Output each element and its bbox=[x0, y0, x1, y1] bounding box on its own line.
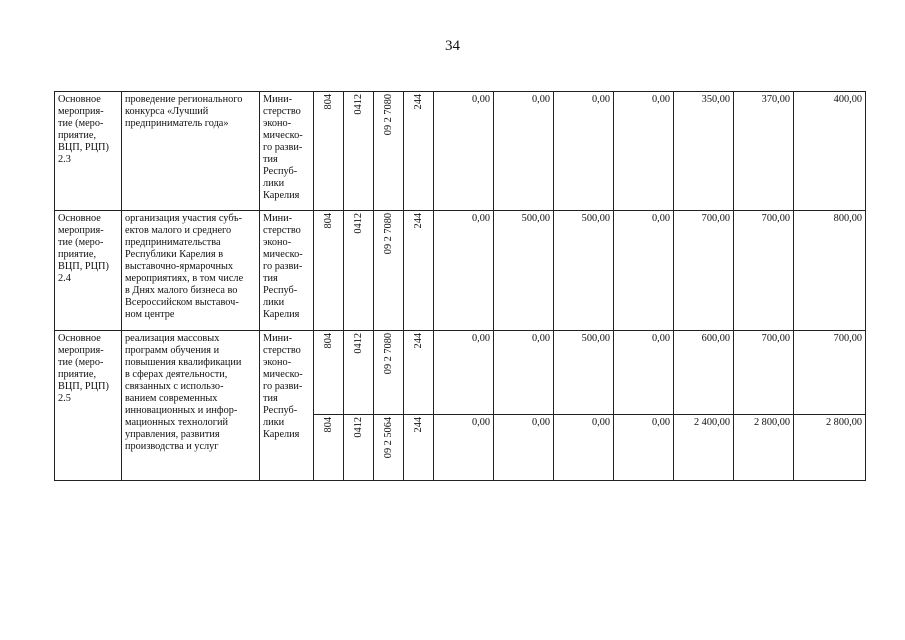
grbs-code: 804 bbox=[322, 94, 334, 110]
activity-description bbox=[122, 331, 260, 481]
amount-cell: 500,00 bbox=[494, 211, 554, 331]
activity-description-line: ном центре bbox=[125, 309, 175, 320]
responsible-ministry-line: стерство bbox=[263, 106, 301, 117]
amount-cell: 0,00 bbox=[614, 331, 674, 415]
responsible-ministry-line: стерство bbox=[263, 225, 301, 236]
activity-type-line: тие (меро- bbox=[58, 237, 104, 248]
responsible-ministry-line: Карелия bbox=[263, 429, 300, 440]
activity-description-line: конкурса «Лучший bbox=[125, 106, 209, 117]
responsible-ministry-line: мическо- bbox=[263, 369, 303, 380]
vr-code-cell bbox=[404, 331, 434, 415]
amount-cell: 0,00 bbox=[494, 415, 554, 481]
activity-description bbox=[122, 211, 260, 331]
activity-description-line: ектов малого и среднего bbox=[125, 225, 232, 236]
csr-code-cell bbox=[374, 92, 404, 211]
activity-description bbox=[122, 92, 260, 211]
page-number: 34 bbox=[445, 38, 460, 54]
vr-code: 244 bbox=[412, 94, 424, 110]
activity-type-line: тие (меро- bbox=[58, 118, 104, 129]
amount-cell: 400,00 bbox=[794, 92, 866, 211]
amount-cell: 700,00 bbox=[734, 331, 794, 415]
csr-code: 09 2 7080 bbox=[382, 213, 394, 255]
rzpr-code: 0412 bbox=[352, 333, 364, 354]
amount-cell: 370,00 bbox=[734, 92, 794, 211]
activity-description-line: управления, развития bbox=[125, 429, 220, 440]
amount-cell: 500,00 bbox=[554, 211, 614, 331]
grbs-code-cell bbox=[314, 331, 344, 415]
grbs-code-cell bbox=[314, 211, 344, 331]
responsible-ministry-line: лики bbox=[263, 178, 285, 189]
activity-description-line: Всероссийском выставоч- bbox=[125, 297, 239, 308]
responsible-ministry-line: лики bbox=[263, 297, 285, 308]
csr-code: 09 2 7080 bbox=[382, 94, 394, 136]
responsible-ministry-line: Мини- bbox=[263, 333, 293, 344]
amount-cell: 2 800,00 bbox=[734, 415, 794, 481]
vr-code-cell bbox=[404, 415, 434, 481]
responsible-ministry bbox=[260, 92, 314, 211]
responsible-ministry-line: Респуб- bbox=[263, 285, 298, 296]
csr-code-cell bbox=[374, 331, 404, 415]
amount-cell: 800,00 bbox=[794, 211, 866, 331]
activity-description-line: производства и услуг bbox=[125, 441, 219, 452]
responsible-ministry-line: Мини- bbox=[263, 94, 293, 105]
rzpr-code: 0412 bbox=[352, 213, 364, 234]
amount-cell: 0,00 bbox=[434, 331, 494, 415]
rzpr-code-cell bbox=[344, 92, 374, 211]
activity-description-line: предпринимательства bbox=[125, 237, 221, 248]
activity-description-line: предприниматель года» bbox=[125, 118, 229, 129]
table-row bbox=[55, 211, 866, 331]
grbs-code: 804 bbox=[322, 213, 334, 229]
activity-type-line: Основное bbox=[58, 213, 101, 224]
amount-cell: 0,00 bbox=[614, 211, 674, 331]
amount-cell: 600,00 bbox=[674, 331, 734, 415]
activity-type-line: 2.5 bbox=[58, 393, 71, 404]
activity-type-line: Основное bbox=[58, 333, 101, 344]
rzpr-code-cell bbox=[344, 331, 374, 415]
activity-description-line: Республики Карелия в bbox=[125, 249, 224, 260]
amount-cell: 2 800,00 bbox=[794, 415, 866, 481]
activity-type-line: Основное bbox=[58, 94, 101, 105]
responsible-ministry-line: Карелия bbox=[263, 309, 300, 320]
activity-description-line: повышения квалификации bbox=[125, 357, 242, 368]
csr-code: 09 2 5064 bbox=[382, 417, 394, 459]
amount-cell: 700,00 bbox=[794, 331, 866, 415]
activity-type-line: приятие, bbox=[58, 249, 97, 260]
activity-description-line: программ обучения и bbox=[125, 345, 220, 356]
rzpr-code: 0412 bbox=[352, 94, 364, 115]
amount-cell: 350,00 bbox=[674, 92, 734, 211]
activity-type-line: тие (меро- bbox=[58, 357, 104, 368]
amount-cell: 0,00 bbox=[434, 211, 494, 331]
responsible-ministry-line: Респуб- bbox=[263, 166, 298, 177]
amount-cell: 2 400,00 bbox=[674, 415, 734, 481]
grbs-code: 804 bbox=[322, 333, 334, 349]
responsible-ministry-line: тия bbox=[263, 393, 278, 404]
activity-type-line: приятие, bbox=[58, 130, 97, 141]
activity-description-line: в Днях малого бизнеса во bbox=[125, 285, 238, 296]
responsible-ministry-line: эконо- bbox=[263, 118, 292, 129]
responsible-ministry-line: тия bbox=[263, 273, 278, 284]
amount-cell: 0,00 bbox=[494, 92, 554, 211]
table-row bbox=[55, 92, 866, 211]
budget-table bbox=[54, 91, 866, 481]
amount-cell: 0,00 bbox=[434, 92, 494, 211]
activity-type-line: приятие, bbox=[58, 369, 97, 380]
amount-cell: 700,00 bbox=[734, 211, 794, 331]
activity-description-line: выставочно-ярмарочных bbox=[125, 261, 234, 272]
activity-type-line: ВЦП, РЦП) bbox=[58, 261, 109, 272]
csr-code-cell bbox=[374, 415, 404, 481]
activity-type-line: мероприя- bbox=[58, 345, 104, 356]
table-row bbox=[55, 331, 866, 415]
vr-code-cell bbox=[404, 211, 434, 331]
rzpr-code: 0412 bbox=[352, 417, 364, 438]
activity-type-line: мероприя- bbox=[58, 225, 104, 236]
vr-code: 244 bbox=[412, 213, 424, 229]
responsible-ministry-line: лики bbox=[263, 417, 285, 428]
responsible-ministry-line: го разви- bbox=[263, 381, 303, 392]
activity-description-line: инновационных и инфор- bbox=[125, 405, 238, 416]
activity-type-line: 2.4 bbox=[58, 273, 71, 284]
amount-cell: 0,00 bbox=[614, 92, 674, 211]
responsible-ministry bbox=[260, 331, 314, 481]
activity-description-line: проведение регионального bbox=[125, 94, 243, 105]
amount-cell: 500,00 bbox=[554, 331, 614, 415]
responsible-ministry-line: Карелия bbox=[263, 190, 300, 201]
responsible-ministry-line: мическо- bbox=[263, 130, 303, 141]
rzpr-code-cell bbox=[344, 415, 374, 481]
activity-description-line: организация участия субъ- bbox=[125, 213, 243, 224]
activity-type bbox=[55, 211, 122, 331]
responsible-ministry-line: го разви- bbox=[263, 261, 303, 272]
responsible-ministry-line: мическо- bbox=[263, 249, 303, 260]
csr-code: 09 2 7080 bbox=[382, 333, 394, 375]
amount-cell: 0,00 bbox=[614, 415, 674, 481]
grbs-code-cell bbox=[314, 415, 344, 481]
responsible-ministry-line: эконо- bbox=[263, 357, 292, 368]
activity-description-line: в сферах деятельности, bbox=[125, 369, 228, 380]
responsible-ministry-line: тия bbox=[263, 154, 278, 165]
activity-type-line: мероприя- bbox=[58, 106, 104, 117]
amount-cell: 0,00 bbox=[554, 92, 614, 211]
activity-description-line: ванием современных bbox=[125, 393, 218, 404]
responsible-ministry bbox=[260, 211, 314, 331]
activity-type bbox=[55, 92, 122, 211]
vr-code-cell bbox=[404, 92, 434, 211]
responsible-ministry-line: го разви- bbox=[263, 142, 303, 153]
activity-type-line: 2.3 bbox=[58, 154, 71, 165]
vr-code: 244 bbox=[412, 417, 424, 433]
amount-cell: 0,00 bbox=[494, 331, 554, 415]
activity-type bbox=[55, 331, 122, 481]
activity-type-line: ВЦП, РЦП) bbox=[58, 142, 109, 153]
rzpr-code-cell bbox=[344, 211, 374, 331]
grbs-code: 804 bbox=[322, 417, 334, 433]
activity-description-line: реализация массовых bbox=[125, 333, 220, 344]
activity-type-line: ВЦП, РЦП) bbox=[58, 381, 109, 392]
activity-description-line: мационных технологий bbox=[125, 417, 228, 428]
responsible-ministry-line: стерство bbox=[263, 345, 301, 356]
responsible-ministry-line: эконо- bbox=[263, 237, 292, 248]
activity-description-line: мероприятиях, в том числе bbox=[125, 273, 244, 284]
amount-cell: 700,00 bbox=[674, 211, 734, 331]
amount-cell: 0,00 bbox=[434, 415, 494, 481]
activity-description-line: связанных с использо- bbox=[125, 381, 224, 392]
amount-cell: 0,00 bbox=[554, 415, 614, 481]
grbs-code-cell bbox=[314, 92, 344, 211]
responsible-ministry-line: Респуб- bbox=[263, 405, 298, 416]
csr-code-cell bbox=[374, 211, 404, 331]
responsible-ministry-line: Мини- bbox=[263, 213, 293, 224]
vr-code: 244 bbox=[412, 333, 424, 349]
